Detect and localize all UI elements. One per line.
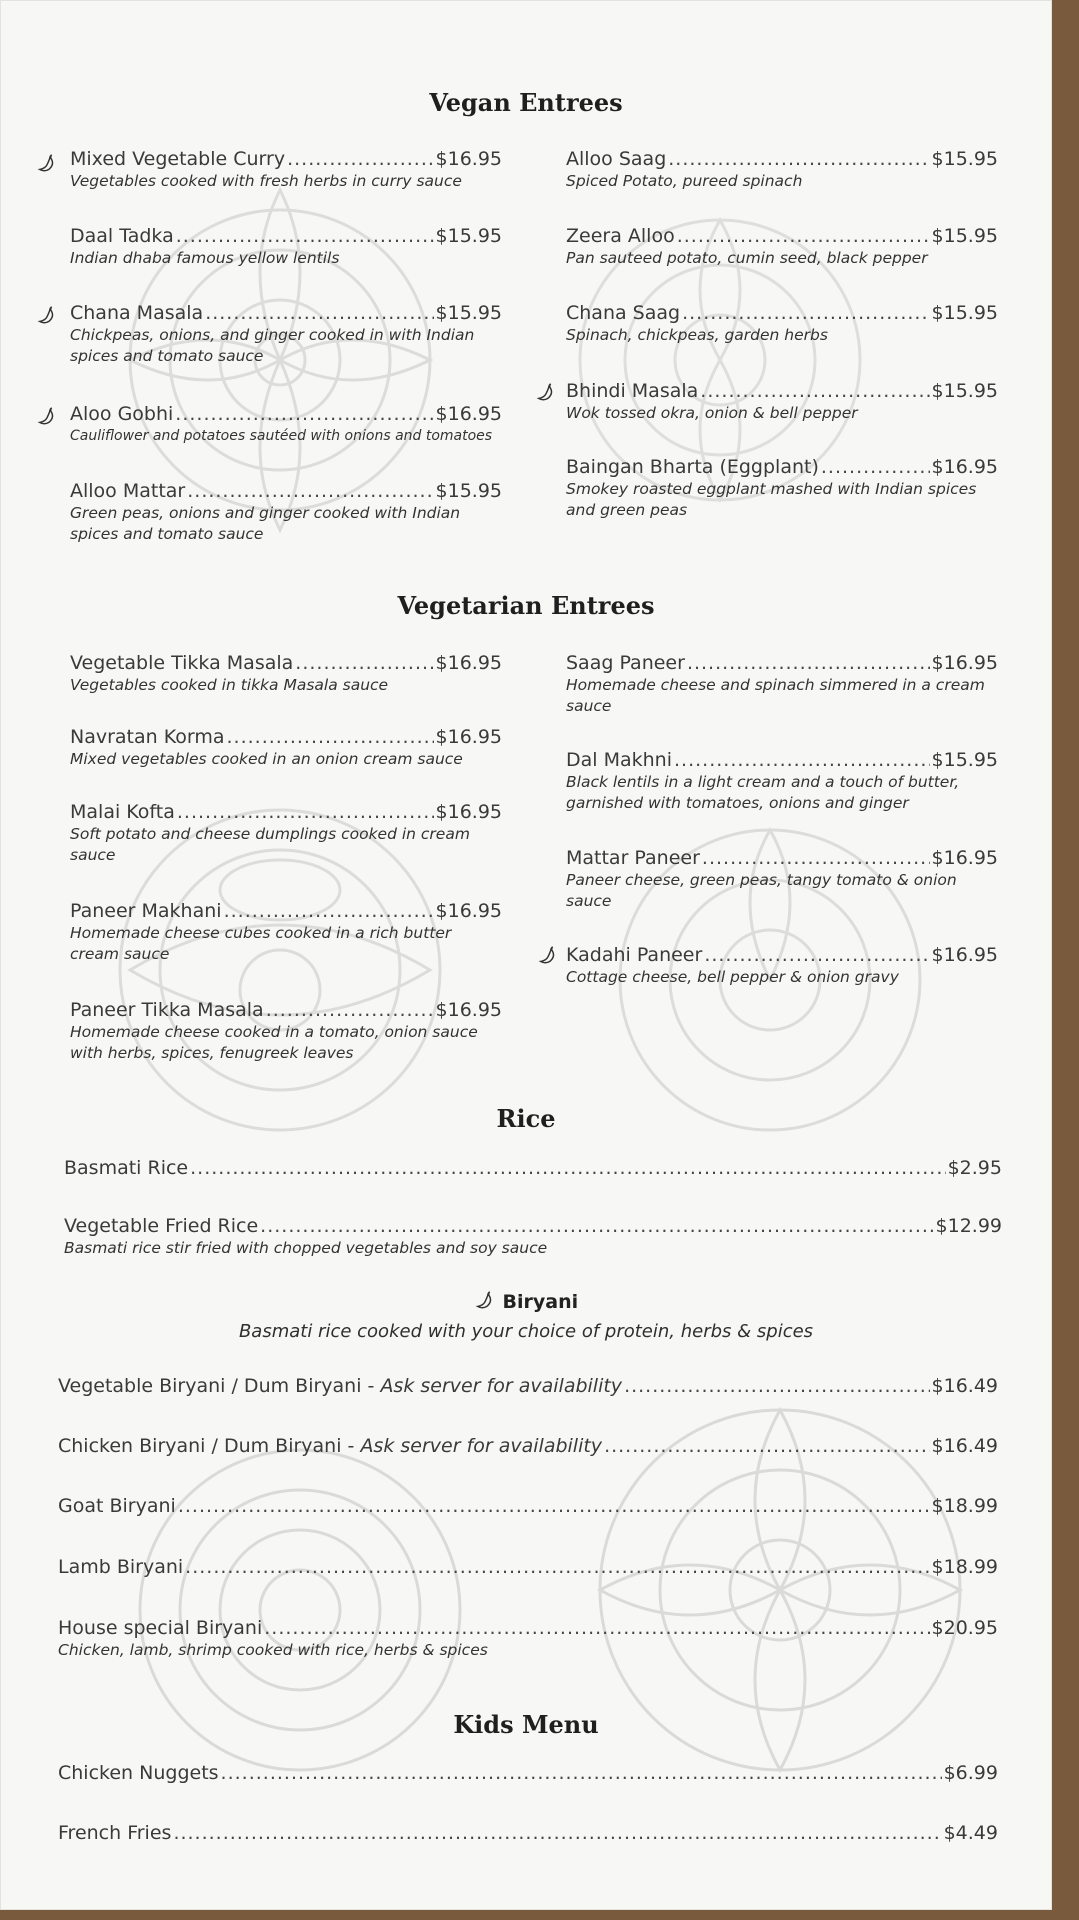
item-price: $16.49 [931,1435,998,1457]
item-description: Vegetables cooked in tikka Masala sauce [70,676,389,694]
item-name: Navratan Korma [70,726,225,748]
item-price: $15.95 [931,380,998,402]
menu-item [566,847,998,912]
item-price: $15.95 [931,225,998,247]
item-price: $2.95 [947,1157,1002,1179]
menu-item [70,999,502,1064]
item-price: $15.95 [435,302,502,324]
item-description: Wok tossed okra, onion & bell pepper [566,404,858,422]
item-name: Saag Paneer [566,652,685,674]
item-price: $16.95 [435,999,502,1021]
item-price: $18.99 [931,1495,998,1517]
biryani-item [58,1495,998,1517]
item-name: Dal Makhni [566,749,672,771]
item-name: Chicken Biryani / Dum Biryani - Ask server for availability [58,1435,603,1457]
item-price: $16.95 [931,456,998,478]
item-name: Alloo Mattar [70,480,186,502]
item-name: French Fries [58,1822,172,1844]
item-name: Baingan Bharta (Eggplant) [566,456,819,478]
item-name: Chana Saag [566,302,681,324]
item-name: Daal Tadka [70,225,174,247]
item-description: Indian dhaba famous yellow lentils [70,249,340,267]
chili-pepper-icon [535,381,557,403]
item-description: Spiced Potato, pureed spinach [566,172,803,190]
item-name: Kadahi Paneer [566,944,703,966]
item-price: $15.95 [931,749,998,771]
chili-pepper-icon [36,405,58,427]
rice-section-title: Rice [496,1104,556,1133]
menu-item [566,944,998,988]
item-price: $6.99 [943,1762,998,1784]
chili-pepper-icon [474,1289,496,1311]
item-description: Vegetables cooked with fresh herbs in curry sauce [70,172,462,190]
vegan-section-title: Vegan Entrees [429,88,623,117]
biryani-item [58,1617,998,1661]
biryani-subtitle: Basmati rice cooked with your choice of protein, herbs & spices [238,1321,814,1342]
kids-item [58,1822,998,1844]
item-price: $16.95 [931,944,998,966]
menu-item [70,225,502,269]
biryani-item [58,1375,998,1397]
menu-item [566,380,998,424]
menu-item [566,456,998,521]
item-name: Chana Masala [70,302,204,324]
item-price: $16.95 [435,900,502,922]
menu-item [566,652,998,717]
item-name: Malai Kofta [70,801,175,823]
item-price: $16.95 [931,847,998,869]
item-name: Basmati Rice [64,1157,189,1179]
item-price: $16.95 [435,726,502,748]
item-description: Soft potato and cheese dumplings cooked in cream sauce [70,825,470,864]
item-name: Alloo Saag [566,148,667,170]
menu-item [70,480,502,545]
item-name: House special Biryani [58,1617,263,1639]
item-price: $15.95 [931,148,998,170]
item-name: Vegetable Tikka Masala [70,652,294,674]
item-description: Homemade cheese cubes cooked in a rich butter cream sauce [70,924,452,963]
item-description: Smokey roasted eggplant mashed with Indian spices and green peas [566,480,977,519]
availability-note: Ask server for availability [360,1435,603,1457]
item-name: Paneer Makhani [70,900,222,922]
item-name: Paneer Tikka Masala [70,999,264,1021]
biryani-section-title [0,1289,1052,1313]
item-price: $4.49 [943,1822,998,1844]
menu-item [70,148,502,192]
item-description: Mixed vegetables cooked in an onion cream sauce [70,750,463,768]
rice-item [64,1157,1002,1179]
item-price: $12.99 [935,1215,1002,1237]
item-description: Paneer cheese, green peas, tangy tomato & onion sauce [566,871,957,910]
chili-pepper-icon [36,152,58,174]
item-name: Zeera Alloo [566,225,675,247]
item-description: Spinach, chickpeas, garden herbs [566,326,828,344]
item-price: $15.95 [931,302,998,324]
kids-item [58,1762,998,1784]
biryani-item [58,1435,998,1457]
chili-pepper-icon [36,304,58,326]
kids-section-title: Kids Menu [453,1710,599,1739]
menu-item [566,225,998,269]
item-price: $15.95 [435,225,502,247]
vegetarian-section-title: Vegetarian Entrees [397,591,655,620]
menu-item [70,801,502,866]
item-name: Lamb Biryani [58,1556,184,1578]
item-description: Cauliflower and potatoes sautéed with onions and tomatoes [70,428,493,444]
availability-note: Ask server for availability [380,1375,623,1397]
menu-item [566,148,998,192]
item-name: Aloo Gobhi [70,403,174,425]
item-price: $18.99 [931,1556,998,1578]
item-price: $16.95 [435,801,502,823]
item-description: Black lentils in a light cream and a touch of butter, garnished with tomatoes, onions and ginger [566,773,960,812]
item-price: $16.95 [435,652,502,674]
rice-item [64,1215,1002,1259]
menu-item [70,652,502,696]
biryani-item [58,1556,998,1578]
item-name: Mixed Vegetable Curry [70,148,286,170]
biryani-title-text: Biryani [502,1291,579,1313]
menu-item [70,403,502,447]
item-description: Chickpeas, onions, and ginger cooked in with Indian spices and tomato sauce [70,326,475,365]
item-price: $16.95 [435,148,502,170]
menu-item [566,302,998,346]
menu-item [70,900,502,965]
item-price: $16.95 [435,403,502,425]
item-description: Chicken, lamb, shrimp cooked with rice, herbs & spices [58,1641,488,1659]
menu-item [566,749,998,814]
chili-pepper-icon [537,944,559,966]
item-name: Chicken Nuggets [58,1762,219,1784]
item-description: Homemade cheese cooked in a tomato, onion sauce with herbs, spices, fenugreek leaves [70,1023,478,1062]
item-name: Mattar Paneer [566,847,700,869]
item-description: Basmati rice stir fried with chopped vegetables and soy sauce [64,1239,548,1257]
mandala-watermark-icon [120,1420,480,1800]
item-price: $20.95 [931,1617,998,1639]
item-price: $16.95 [931,652,998,674]
item-description: Pan sauteed potato, cumin seed, black pepper [566,249,928,267]
item-name: Vegetable Fried Rice [64,1215,259,1237]
item-description: Green peas, onions and ginger cooked with Indian spices and tomato sauce [70,504,461,543]
item-price: $15.95 [435,480,502,502]
menu-item [70,726,502,770]
item-description: Cottage cheese, bell pepper & onion gravy [566,968,899,986]
item-price: $16.49 [931,1375,998,1397]
item-name: Goat Biryani [58,1495,176,1517]
item-name: Bhindi Masala [566,380,699,402]
item-description: Homemade cheese and spinach simmered in a cream sauce [566,676,985,715]
menu-item [70,302,502,367]
item-name: Vegetable Biryani / Dum Biryani - Ask server for availability [58,1375,623,1397]
